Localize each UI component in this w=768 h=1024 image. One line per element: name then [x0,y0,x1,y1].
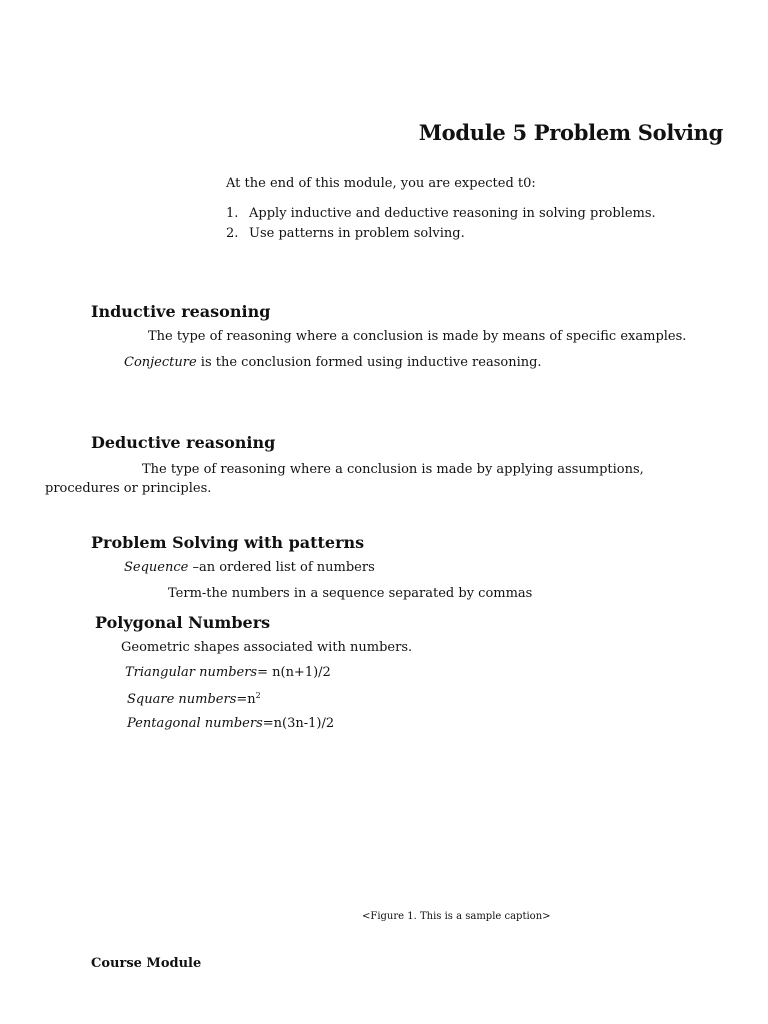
triangular-formula-line [125,665,331,680]
pentagonal-label: Pentagonal numbers [127,716,263,731]
pentagonal-formula-line [127,716,334,731]
polygonal-description: Geometric shapes associated with numbers. [121,640,413,655]
list-item-number: 1. [226,206,239,221]
square-label: Square numbers [127,692,237,707]
square-formula: =n [236,692,256,707]
section-heading-inductive: Inductive reasoning [91,302,271,321]
triangular-formula: = n(n+1)/2 [257,665,331,680]
conjecture-definition: is the conclusion formed using inductive reasoning. [196,355,542,370]
conjecture-term: Conjecture [124,355,197,370]
sequence-line [124,560,375,575]
sequence-term: Sequence [124,560,189,575]
triangular-label: Triangular numbers [125,665,258,680]
section-heading-patterns: Problem Solving with patterns [91,533,365,552]
figure-caption: <Figure 1. This is a sample caption> [362,911,551,922]
conjecture-line [124,355,542,370]
square-exponent: 2 [255,691,261,700]
inductive-definition: The type of reasoning where a conclusion is made by means of specific examples. [148,329,687,344]
objectives-list [226,204,656,244]
pentagonal-formula: =n(3n-1)/2 [262,716,335,731]
square-formula-line [127,691,261,707]
list-item-text: Apply inductive and deductive reasoning in solving problems. [249,206,656,221]
list-item [226,204,656,224]
section-heading-deductive: Deductive reasoning [91,433,276,452]
list-item-number: 2. [226,226,239,241]
section-heading-polygonal: Polygonal Numbers [95,613,271,632]
term-definition: Term-the numbers in a sequence separated by commas [168,586,533,601]
list-item [226,224,656,244]
footer-course-module: Course Module [91,956,202,971]
objectives-intro: At the end of this module, you are expected t0: [226,176,536,191]
sequence-definition: –an ordered list of numbers [188,560,375,575]
deductive-definition: The type of reasoning where a conclusion is made by applying assumptions, procedures or principles. [45,462,644,496]
page-title: Module 5 Problem Solving [418,120,723,145]
list-item-text: Use patterns in problem solving. [249,226,465,241]
